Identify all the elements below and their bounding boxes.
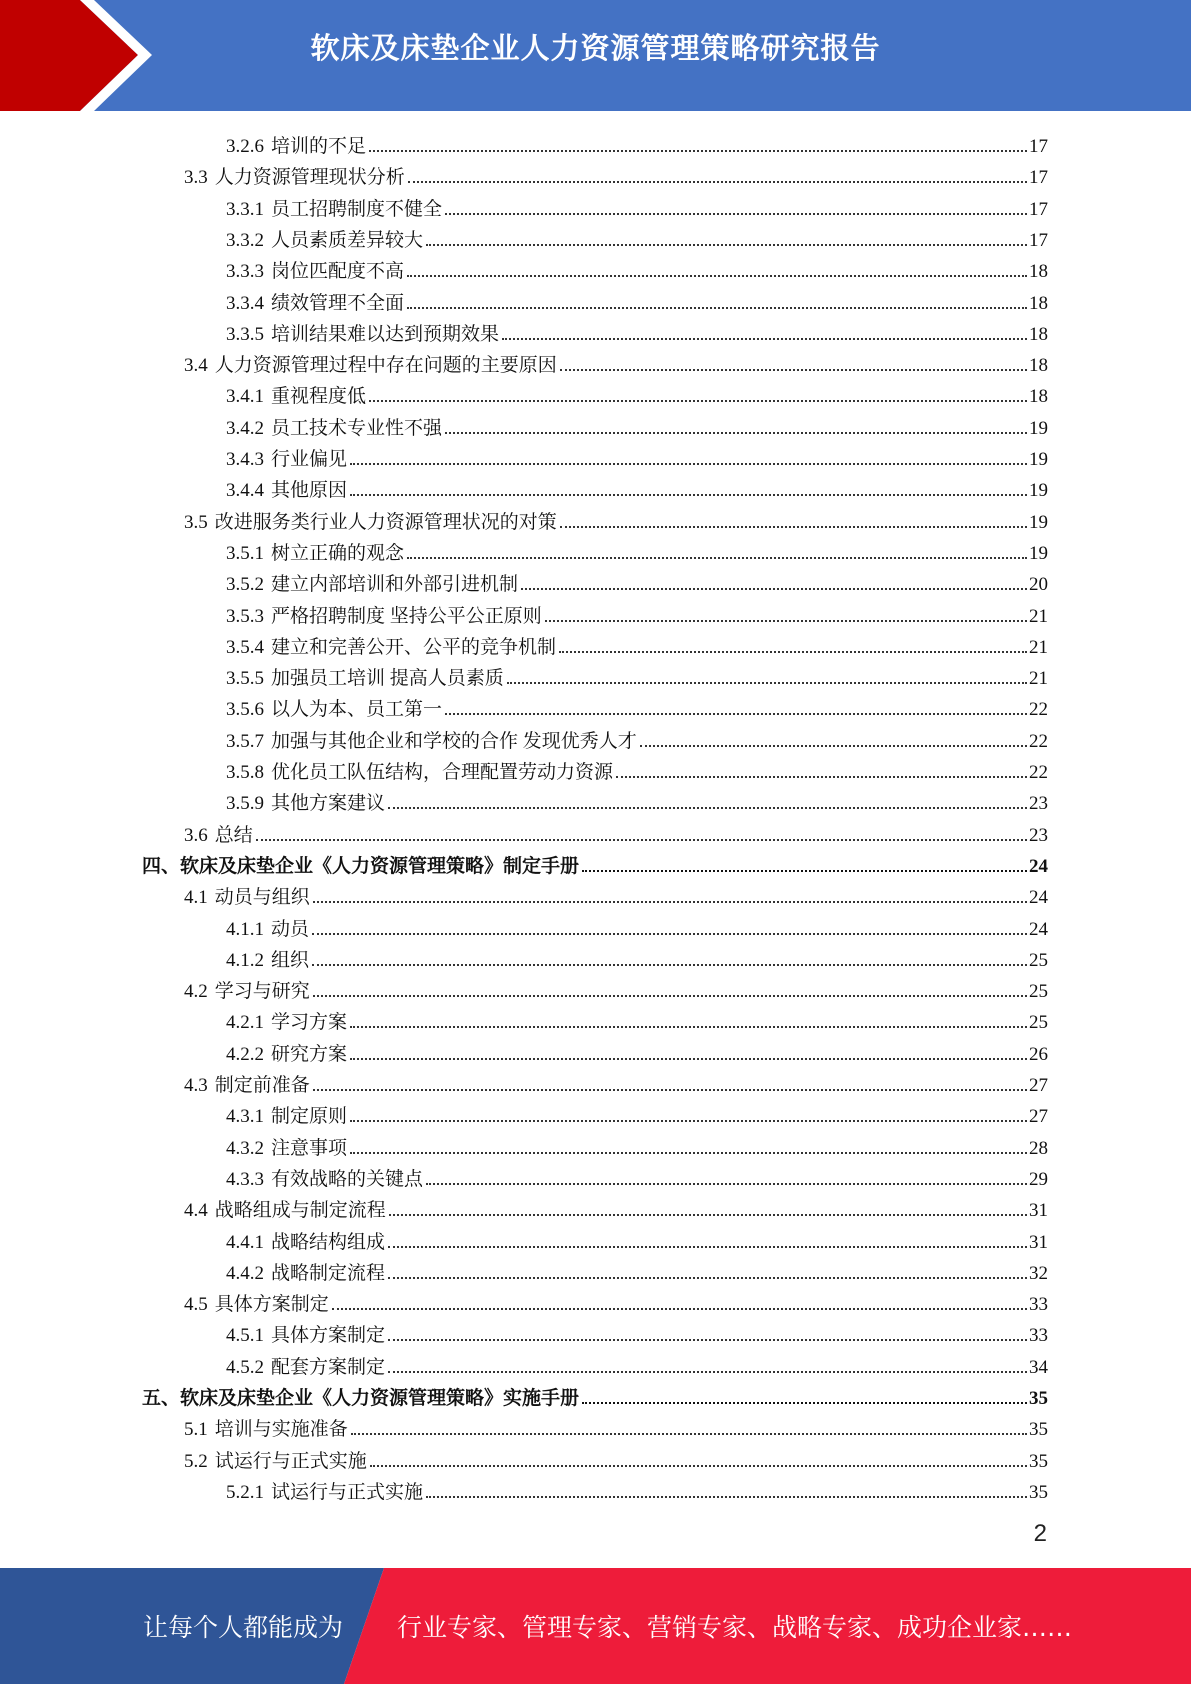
report-title: 软床及床垫企业人力资源管理策略研究报告 (310, 31, 881, 65)
toc-entry-page: 26 (1029, 1044, 1048, 1065)
toc-leader-dots (313, 900, 1027, 903)
toc-entry-number: 3.5 (184, 512, 208, 533)
toc-entry-number: 5.2 (184, 1451, 208, 1472)
toc-entry[interactable] (184, 1066, 1048, 1097)
toc-entry-page: 27 (1029, 1106, 1048, 1127)
toc-entry-page: 25 (1029, 1012, 1048, 1033)
toc-entry[interactable] (226, 1254, 1048, 1285)
toc-entry-number: 4.2 (184, 981, 208, 1002)
toc-entry-title: 组织 (271, 950, 310, 971)
toc-entry-number: 3.4.1 (226, 386, 264, 407)
toc-leader-dots (426, 1182, 1027, 1185)
toc-entry-number: 4.3 (184, 1075, 208, 1096)
toc-entry[interactable] (226, 784, 1048, 815)
toc-entry[interactable] (184, 1285, 1048, 1316)
toc-entry-page: 21 (1029, 668, 1048, 689)
toc-leader-dots (388, 806, 1027, 809)
toc-entry-page: 18 (1029, 293, 1048, 314)
toc-entry-title: 严格招聘制度 坚持公平公正原则 (271, 606, 542, 627)
toc-leader-dots (559, 650, 1027, 653)
toc-leader-dots (521, 587, 1027, 590)
toc-entry-number: 3.3.2 (226, 230, 264, 251)
toc-entry-number: 3.3.3 (226, 261, 264, 282)
page-footer (0, 1568, 1191, 1684)
toc-entry-page: 28 (1029, 1138, 1048, 1159)
toc-entry-number: 4.5.1 (226, 1325, 264, 1346)
toc-entry[interactable] (226, 941, 1048, 972)
toc-entry-title: 战略结构组成 (271, 1232, 386, 1253)
toc-entry-page: 21 (1029, 606, 1048, 627)
toc-leader-dots (640, 744, 1027, 747)
toc-entry-title: 具体方案制定 (214, 1294, 329, 1315)
toc-entry-page: 23 (1029, 793, 1048, 814)
toc-entry-page: 31 (1029, 1232, 1048, 1253)
toc-entry-page: 34 (1029, 1357, 1048, 1378)
toc-entry-page: 31 (1029, 1200, 1048, 1221)
toc-entry-title: 试运行与正式实施 (271, 1482, 424, 1503)
toc-leader-dots (408, 180, 1027, 183)
toc-entry-number: 3.4.4 (226, 480, 264, 501)
toc-entry-number: 4.2.1 (226, 1012, 264, 1033)
toc-entry[interactable] (226, 409, 1048, 440)
toc-entry-title: 树立正确的观念 (271, 543, 405, 564)
toc-entry[interactable] (226, 315, 1048, 346)
footer-slogan-right: 行业专家、管理专家、营销专家、战略专家、成功企业家…… (397, 1613, 1073, 1642)
toc-leader-dots (407, 274, 1027, 277)
toc-entry-title: 建立内部培训和外部引进机制 (271, 574, 519, 595)
toc-entry-page: 17 (1029, 199, 1048, 220)
toc-entry[interactable] (226, 1160, 1048, 1191)
toc-entry[interactable] (226, 471, 1048, 502)
toc-entry[interactable] (226, 127, 1048, 158)
toc-entry[interactable] (226, 534, 1048, 565)
toc-entry-number: 4.5 (184, 1294, 208, 1315)
toc-entry[interactable] (226, 440, 1048, 471)
page-number: 2 (1033, 1520, 1047, 1547)
toc-entry-title: 动员与组织 (214, 887, 310, 908)
toc-entry[interactable] (226, 659, 1048, 690)
page-header (0, 0, 1191, 111)
toc-entry[interactable] (226, 1129, 1048, 1160)
toc-entry-title: 员工招聘制度不健全 (271, 199, 443, 220)
toc-leader-dots (388, 1338, 1027, 1341)
toc-entry-number: 4.4.1 (226, 1232, 264, 1253)
toc-entry-page: 29 (1029, 1169, 1048, 1190)
toc-entry-title: 研究方案 (271, 1044, 348, 1065)
toc-entry-title: 岗位匹配度不高 (271, 261, 405, 282)
toc-entry[interactable] (142, 1379, 1048, 1410)
toc-leader-dots (616, 775, 1027, 778)
toc-leader-dots (350, 1057, 1027, 1060)
toc-entry[interactable] (226, 1473, 1048, 1504)
toc-entry-page: 18 (1029, 324, 1048, 345)
toc-entry-title: 加强员工培训 提高人员素质 (271, 668, 504, 689)
toc-leader-dots (350, 1025, 1027, 1028)
footer-slogan-left: 让每个人都能成为 (143, 1613, 344, 1642)
toc-entry-page: 17 (1029, 167, 1048, 188)
toc-leader-dots (507, 681, 1027, 684)
toc-entry-page: 19 (1029, 418, 1048, 439)
toc-entry[interactable] (184, 816, 1048, 847)
toc-leader-dots (388, 1245, 1027, 1248)
toc-entry-number: 3.5.6 (226, 699, 264, 720)
toc-entry-page: 22 (1029, 699, 1048, 720)
toc-entry-number: 3.4.2 (226, 418, 264, 439)
toc-entry-number: 4.1 (184, 887, 208, 908)
toc-entry[interactable] (184, 1191, 1048, 1222)
toc-leader-dots (388, 1276, 1027, 1279)
toc-entry-page: 27 (1029, 1075, 1048, 1096)
toc-entry-number: 3.3.5 (226, 324, 264, 345)
toc-leader-dots (350, 493, 1027, 496)
toc-entry-page: 19 (1029, 512, 1048, 533)
toc-entry-page: 18 (1029, 386, 1048, 407)
toc-entry[interactable] (226, 597, 1048, 628)
toc-entry[interactable] (184, 346, 1048, 377)
toc-entry-title: 其他原因 (271, 480, 348, 501)
toc-entry-number: 3.3.4 (226, 293, 264, 314)
toc-entry-title: 行业偏见 (271, 449, 348, 470)
toc-entry-title: 制定前准备 (214, 1075, 310, 1096)
toc-leader-dots (369, 149, 1027, 152)
toc-entry-title: 学习与研究 (214, 981, 310, 1002)
toc-leader-dots (369, 399, 1027, 402)
toc-leader-dots (426, 243, 1027, 246)
toc-entry-number: 3.5.1 (226, 543, 264, 564)
toc-entry-number: 4.2.2 (226, 1044, 264, 1065)
toc-entry[interactable] (226, 190, 1048, 221)
toc-entry-title: 改进服务类行业人力资源管理状况的对策 (214, 512, 557, 533)
toc-entry[interactable] (226, 1003, 1048, 1034)
toc-entry[interactable] (226, 910, 1048, 941)
toc-entry-page: 33 (1029, 1325, 1048, 1346)
toc-entry-title: 具体方案制定 (271, 1325, 386, 1346)
toc-leader-dots (445, 212, 1027, 215)
toc-entry-title: 其他方案建议 (271, 793, 386, 814)
toc-leader-dots (426, 1495, 1027, 1498)
toc-entry-title: 配套方案制定 (271, 1357, 386, 1378)
toc-entry-page: 17 (1029, 230, 1048, 251)
toc-entry-title: 战略制定流程 (271, 1263, 386, 1284)
toc-leader-dots (350, 462, 1027, 465)
toc-entry-number: 3.5.7 (226, 731, 264, 752)
toc-leader-dots (407, 556, 1027, 559)
toc-entry[interactable] (226, 722, 1048, 753)
toc-leader-dots (370, 1464, 1027, 1467)
toc-entry-number: 4.1.2 (226, 950, 264, 971)
toc-entry-number: 3.2.6 (226, 136, 264, 157)
toc-entry-title: 培训结果难以达到预期效果 (271, 324, 500, 345)
toc-leader-dots (582, 1401, 1027, 1404)
toc-leader-dots (502, 337, 1027, 340)
toc-entry-title: 人员素质差异较大 (271, 230, 424, 251)
toc-entry-page: 20 (1029, 574, 1048, 595)
toc-leader-dots (445, 712, 1027, 715)
toc-entry-number: 3.6 (184, 825, 208, 846)
toc-entry[interactable] (226, 753, 1048, 784)
toc-entry[interactable] (226, 1097, 1048, 1128)
toc-entry-title: 五、软床及床垫企业《人力资源管理策略》实施手册 (142, 1388, 580, 1409)
toc-leader-dots (407, 306, 1027, 309)
toc-entry-page: 22 (1029, 762, 1048, 783)
toc-entry-number: 4.4.2 (226, 1263, 264, 1284)
toc-leader-dots (313, 1088, 1027, 1091)
toc-entry-number: 3.3.1 (226, 199, 264, 220)
toc-entry-page: 35 (1029, 1419, 1048, 1440)
toc-entry-title: 动员 (271, 919, 310, 940)
toc-entry[interactable] (226, 690, 1048, 721)
toc-entry-title: 有效战略的关键点 (271, 1169, 424, 1190)
toc-leader-dots (545, 619, 1027, 622)
toc-entry-title: 人力资源管理过程中存在问题的主要原因 (214, 355, 557, 376)
toc-entry-page: 25 (1029, 950, 1048, 971)
toc-entry-page: 25 (1029, 981, 1048, 1002)
toc-entry-number: 4.1.1 (226, 919, 264, 940)
toc-leader-dots (351, 1432, 1027, 1435)
toc-entry-number: 3.5.4 (226, 637, 264, 658)
toc-entry-number: 5.2.1 (226, 1482, 264, 1503)
toc-entry-page: 33 (1029, 1294, 1048, 1315)
toc-entry-page: 19 (1029, 543, 1048, 564)
toc-leader-dots (388, 1370, 1027, 1373)
toc-leader-dots (560, 368, 1027, 371)
toc-entry[interactable] (184, 1410, 1048, 1441)
toc-entry-number: 4.5.2 (226, 1357, 264, 1378)
toc-leader-dots (350, 1119, 1027, 1122)
toc-entry-title: 四、软床及床垫企业《人力资源管理策略》制定手册 (142, 856, 580, 877)
toc-entry-number: 3.5.2 (226, 574, 264, 595)
toc-entry-title: 以人为本、员工第一 (271, 699, 443, 720)
toc-entry[interactable] (226, 628, 1048, 659)
toc-entry-number: 3.5.8 (226, 762, 264, 783)
toc-entry[interactable] (184, 972, 1048, 1003)
toc-entry-number: 3.4.3 (226, 449, 264, 470)
toc-entry-number: 3.5.3 (226, 606, 264, 627)
toc-entry-number: 4.3.1 (226, 1106, 264, 1127)
toc-entry[interactable] (226, 565, 1048, 596)
toc-entry-page: 18 (1029, 261, 1048, 282)
toc-entry-page: 24 (1029, 919, 1048, 940)
toc-entry-page: 17 (1029, 136, 1048, 157)
toc-entry-page: 35 (1029, 1388, 1048, 1409)
toc-leader-dots (312, 963, 1027, 966)
toc-entry[interactable] (226, 284, 1048, 315)
toc-leader-dots (312, 932, 1027, 935)
toc-entry-page: 24 (1029, 887, 1048, 908)
toc-leader-dots (256, 838, 1027, 841)
toc-entry-number: 3.3 (184, 167, 208, 188)
toc-entry[interactable] (226, 1223, 1048, 1254)
toc-entry[interactable] (184, 503, 1048, 534)
toc-entry-page: 35 (1029, 1482, 1048, 1503)
toc-entry-page: 19 (1029, 480, 1048, 501)
toc-entry-page: 18 (1029, 355, 1048, 376)
toc-entry-title: 员工技术专业性不强 (271, 418, 443, 439)
toc-entry-page: 35 (1029, 1451, 1048, 1472)
toc-entry[interactable] (184, 1442, 1048, 1473)
toc-leader-dots (313, 994, 1027, 997)
toc-entry-title: 优化员工队伍结构，合理配置劳动力资源 (271, 762, 614, 783)
toc-entry-page: 32 (1029, 1263, 1048, 1284)
toc-entry-number: 3.5.5 (226, 668, 264, 689)
toc-leader-dots (560, 525, 1027, 528)
toc-leader-dots (350, 1151, 1027, 1154)
toc-entry-title: 绩效管理不全面 (271, 293, 405, 314)
toc-entry-title: 试运行与正式实施 (214, 1451, 367, 1472)
toc-entry-title: 培训与实施准备 (214, 1419, 348, 1440)
toc-leader-dots (582, 869, 1027, 872)
toc-entry-number: 4.3.2 (226, 1138, 264, 1159)
toc-entry[interactable] (184, 158, 1048, 189)
toc-entry-number: 4.3.3 (226, 1169, 264, 1190)
toc-entry-page: 22 (1029, 731, 1048, 752)
toc-entry-title: 制定原则 (271, 1106, 348, 1127)
toc-entry-title: 注意事项 (271, 1138, 348, 1159)
toc-entry[interactable] (142, 847, 1048, 878)
toc-entry[interactable] (226, 252, 1048, 283)
toc-entry-page: 23 (1029, 825, 1048, 846)
toc-entry-page: 19 (1029, 449, 1048, 470)
toc-entry-number: 3.4 (184, 355, 208, 376)
toc-entry[interactable] (226, 221, 1048, 252)
toc-entry-page: 24 (1029, 856, 1048, 877)
toc-entry[interactable] (226, 1035, 1048, 1066)
toc-leader-dots (389, 1213, 1027, 1216)
toc-leader-dots (445, 431, 1027, 434)
toc-entry-title: 人力资源管理现状分析 (214, 167, 405, 188)
toc-entry-title: 建立和完善公开、公平的竞争机制 (271, 637, 557, 658)
toc-entry-title: 重视程度低 (271, 386, 367, 407)
toc-entry[interactable] (226, 377, 1048, 408)
toc-entry[interactable] (226, 1348, 1048, 1379)
toc-entry-title: 战略组成与制定流程 (214, 1200, 386, 1221)
toc-entry-title: 培训的不足 (271, 136, 367, 157)
toc-entry-title: 总结 (214, 825, 253, 846)
toc-entry-title: 学习方案 (271, 1012, 348, 1033)
toc-entry-title: 加强与其他企业和学校的合作 发现优秀人才 (271, 731, 637, 752)
toc-entry-number: 3.5.9 (226, 793, 264, 814)
toc-entry-number: 4.4 (184, 1200, 208, 1221)
toc-entry[interactable] (226, 1316, 1048, 1347)
toc-entry-number: 5.1 (184, 1419, 208, 1440)
toc-entry[interactable] (184, 878, 1048, 909)
toc-entry-page: 21 (1029, 637, 1048, 658)
toc-leader-dots (332, 1307, 1027, 1310)
